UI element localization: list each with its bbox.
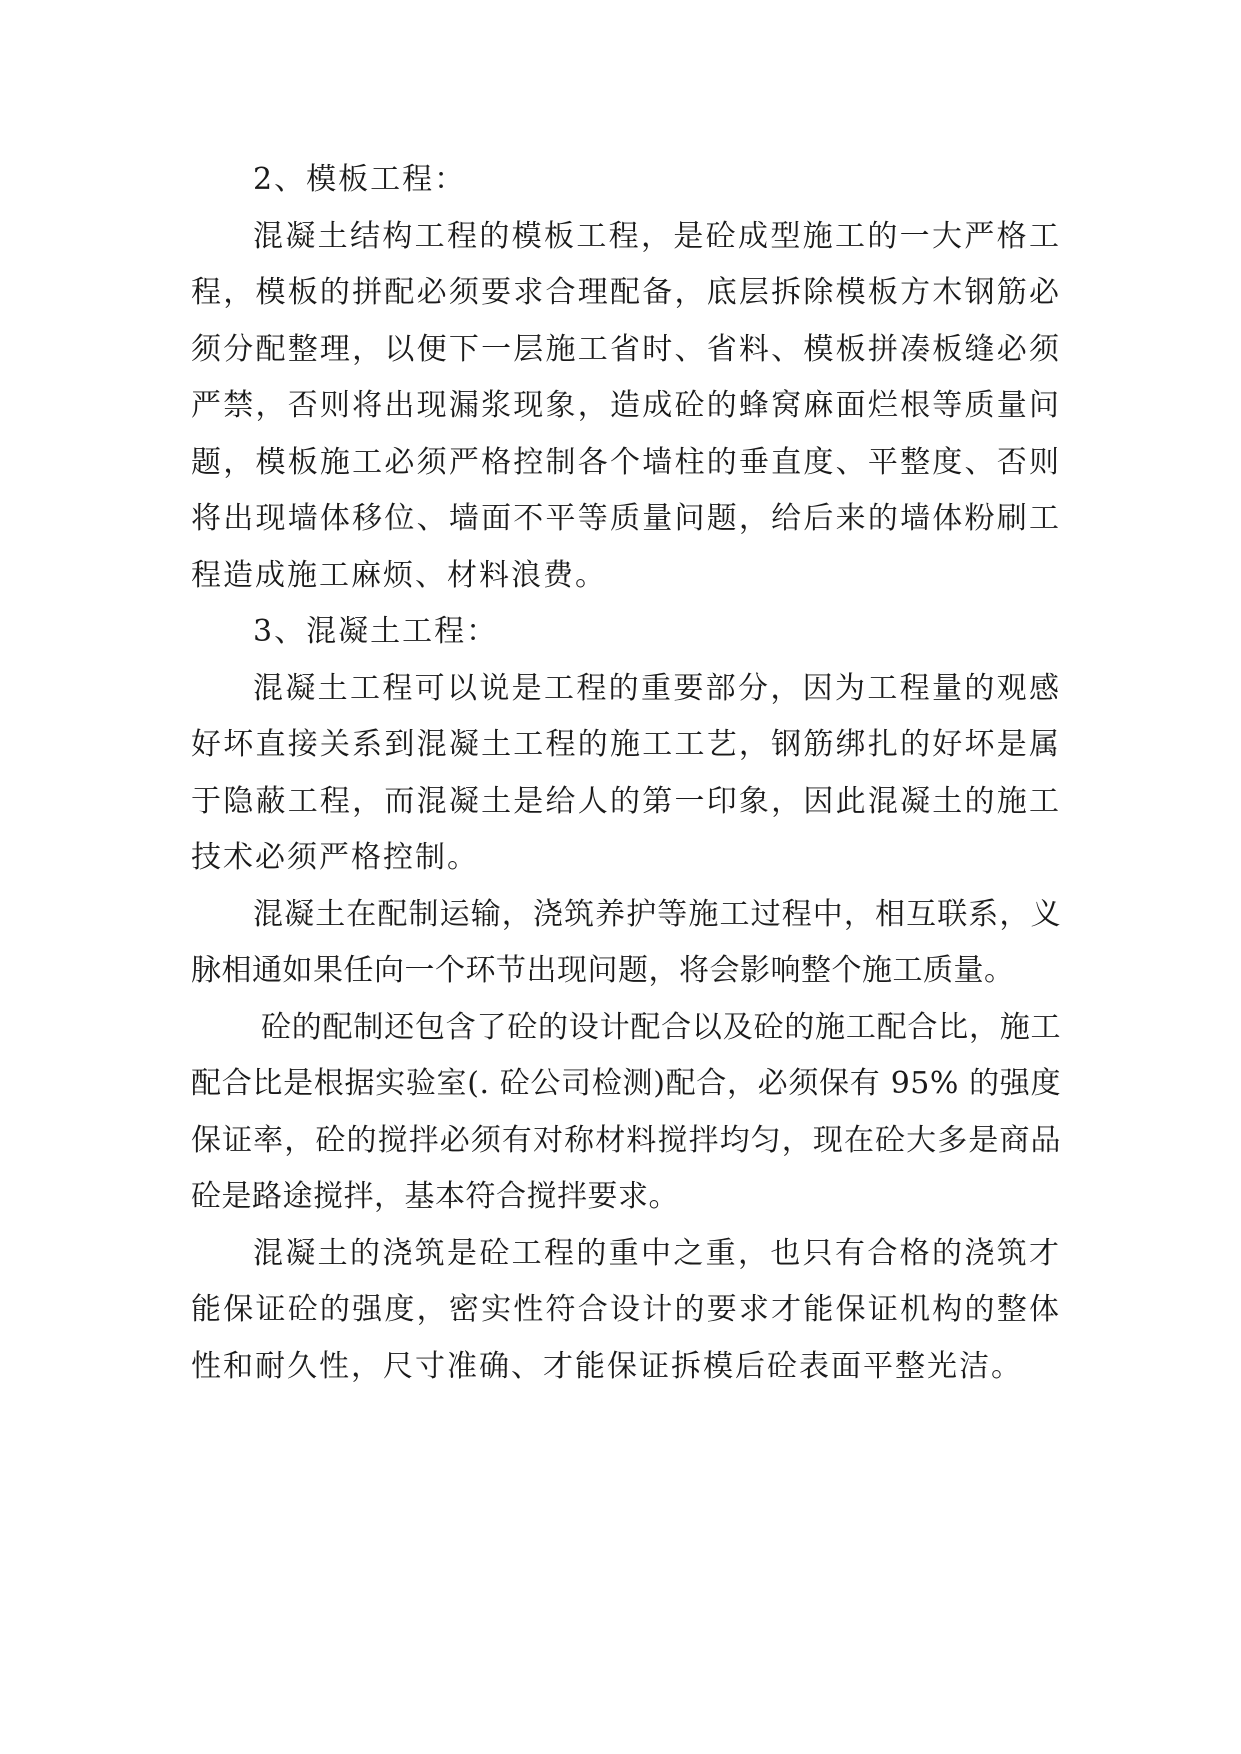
paragraph-concrete-mix: 砼的配制还包含了砼的设计配合以及砼的施工配合比，施工配合比是根据实验室(. 砼公司检测)配合，必须保有 95% 的强度保证率，砼的搅拌必须有对称材料搅拌均匀，现在砼大多是商品砼是路途搅拌，基本符合搅拌要求。 — [191, 1009, 1061, 1214]
document-body — [191, 152, 1061, 1395]
section-heading-concrete: 3、混凝土工程： — [253, 614, 499, 649]
section-heading-formwork: 2、模板工程： — [253, 162, 467, 197]
paragraph-concrete-pouring: 混凝土的浇筑是砼工程的重中之重，也只有合格的浇筑才能保证砼的强度，密实性符合设计的要求才能保证机构的整体性和耐久性，尺寸准确、才能保证拆模后砼表面平整光洁。 — [191, 1235, 1061, 1384]
paragraph-formwork: 混凝土结构工程的模板工程，是砼成型施工的一大严格工程，模板的拼配必须要求合理配备，底层拆除模板方木钢筋必须分配整理，以便下一层施工省时、省料、模板拼凑板缝必须严禁，否则将出现漏浆现象，造成砼的蜂窝麻面烂根等质量问题，模板施工必须严格控制各个墙柱的垂直度、平整度、否则将出现墙体移位、墙面不平等质量问题，给后来的墙体粉刷工程造成施工麻烦、材料浪费。 — [191, 218, 1061, 593]
paragraph-concrete-process: 混凝土在配制运输，浇筑养护等施工过程中，相互联系，义脉相通如果任向一个环节出现问题，将会影响整个施工质量。 — [191, 896, 1061, 988]
paragraph-concrete-intro: 混凝土工程可以说是工程的重要部分，因为工程量的观感好坏直接关系到混凝土工程的施工工艺，钢筋绑扎的好坏是属于隐蔽工程，而混凝土是给人的第一印象，因此混凝土的施工技术必须严格控制。 — [191, 670, 1061, 875]
